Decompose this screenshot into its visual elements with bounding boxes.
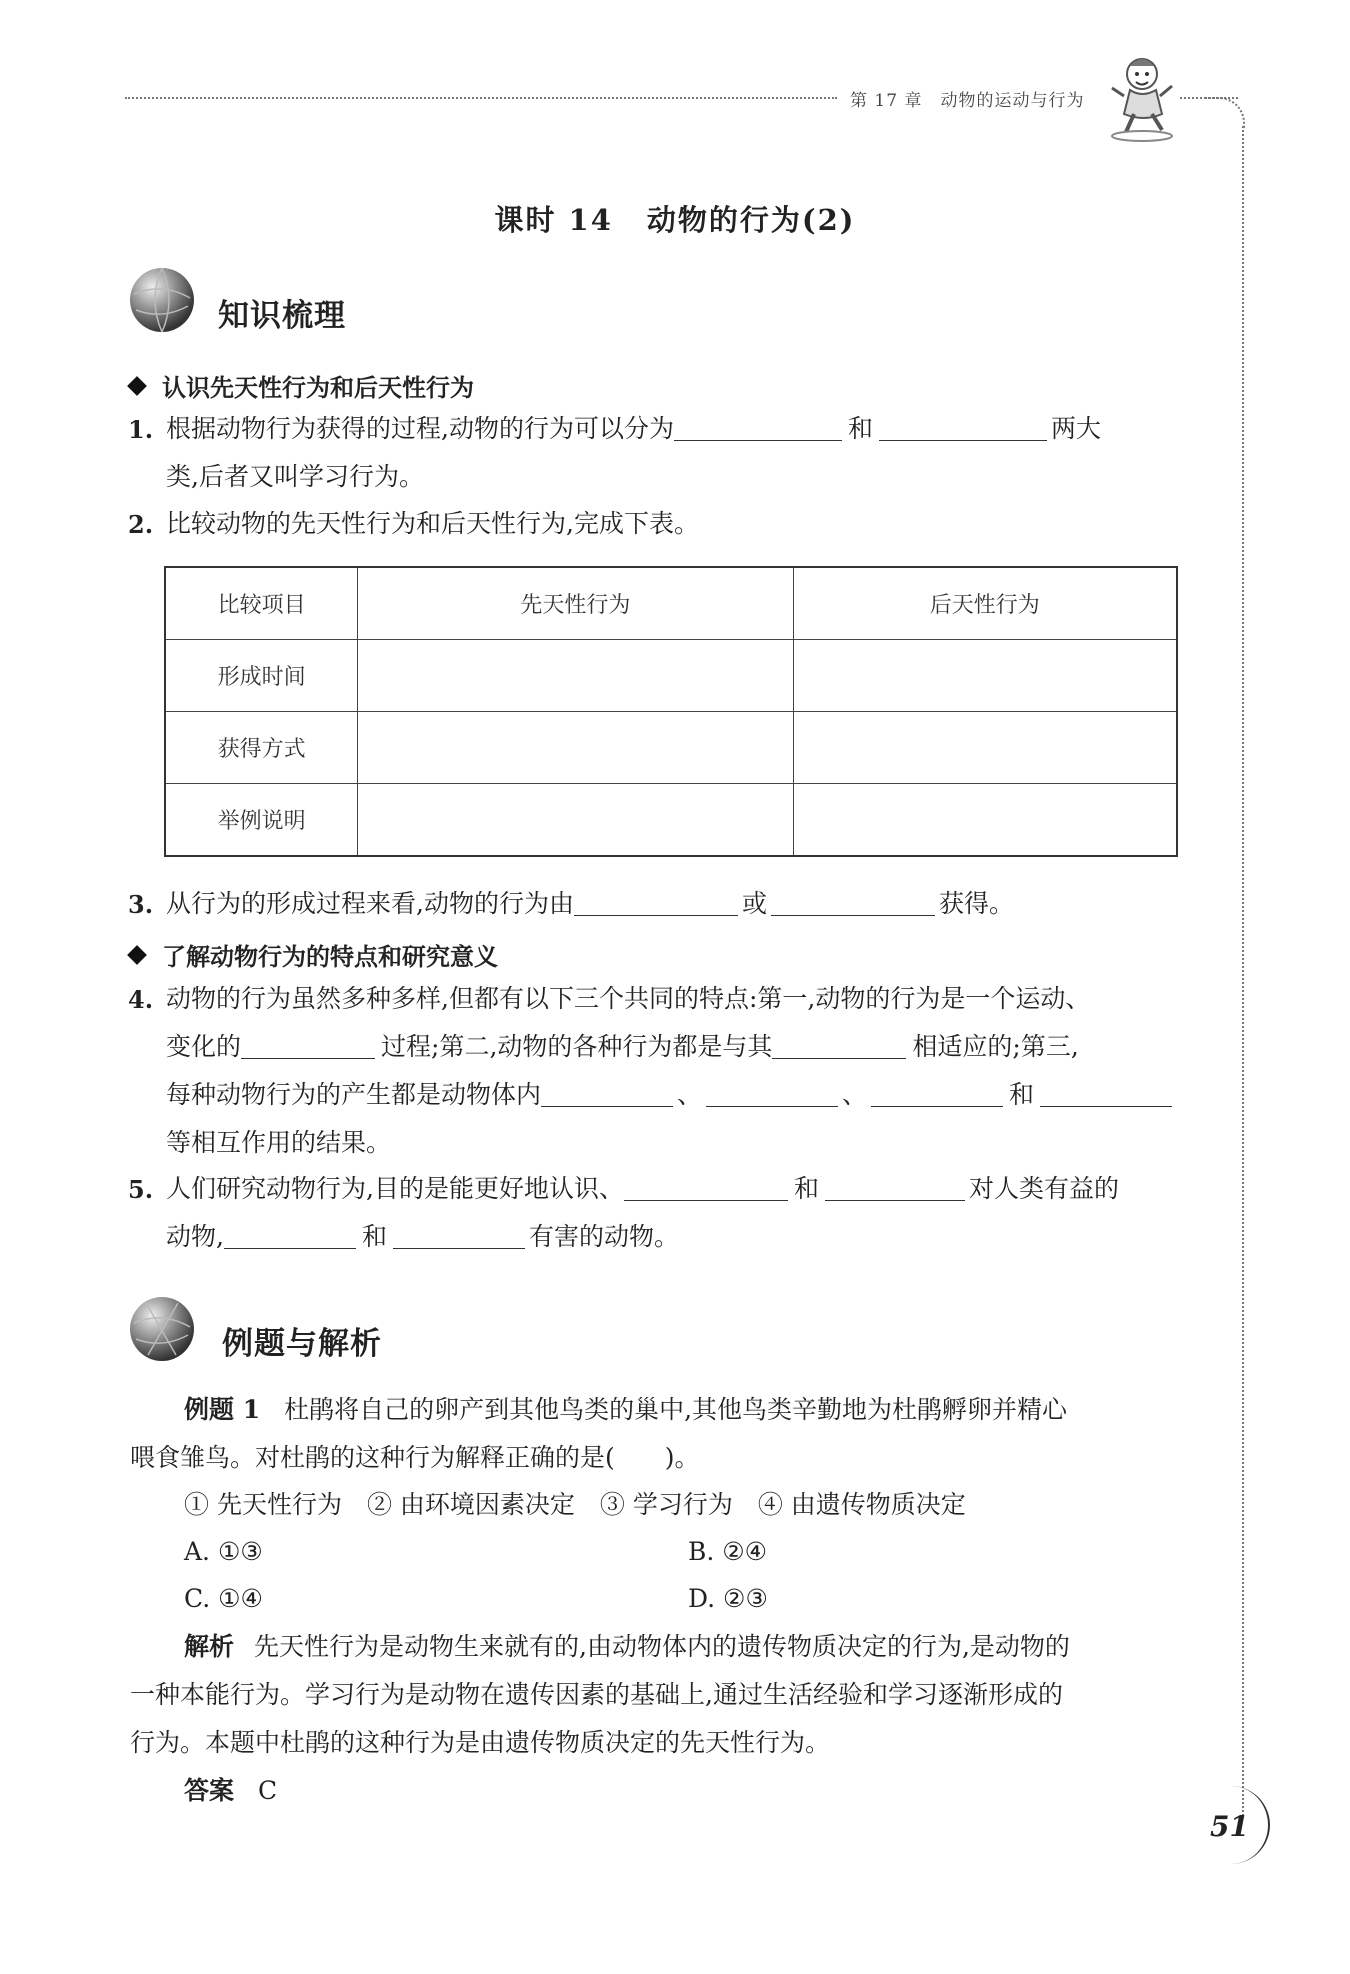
question-number: 1.	[128, 415, 154, 444]
comparison-table	[164, 566, 1178, 857]
table-header-row	[165, 567, 1177, 640]
lesson-title	[0, 198, 1350, 239]
analysis-text: 先天性行为是动物生来就有的,由动物体内的遗传物质决定的行为,是动物的	[254, 1632, 1070, 1661]
example-line2: 喂食雏鸟。对杜鹃的这种行为解释正确的是( )。	[130, 1443, 700, 1472]
q2-text: 比较动物的先天性行为和后天性行为,完成下表。	[166, 509, 699, 538]
q4-sep: 、	[842, 1080, 868, 1109]
answer-blank[interactable]	[574, 889, 738, 916]
q4-line1: 动物的行为虽然多种多样,但都有以下三个共同的特点:第一,动物的行为是一个运动、	[166, 984, 1091, 1013]
chapter-number: 第 17 章	[850, 91, 923, 111]
row-label: 获得方式	[165, 712, 358, 784]
answer-cell[interactable]	[358, 784, 793, 857]
q1-and: 和	[847, 414, 873, 443]
q5-part: 人们研究动物行为,目的是能更好地认识、	[166, 1174, 624, 1203]
margin-dotted-rule	[1242, 126, 1244, 1816]
table-header-cell: 比较项目	[165, 567, 358, 640]
question-number: 5.	[128, 1175, 154, 1204]
analysis-label: 解析	[184, 1632, 235, 1661]
question-number: 2.	[128, 510, 154, 539]
mascot-icon	[1108, 52, 1178, 142]
globe-icon	[126, 264, 198, 336]
answer-blank[interactable]	[674, 414, 842, 441]
option-c: C. ①④	[184, 1584, 263, 1613]
answer-cell[interactable]	[793, 784, 1177, 857]
page-number: 51	[1210, 1810, 1249, 1843]
q4-and: 和	[1009, 1080, 1035, 1109]
q5-and: 和	[793, 1174, 819, 1203]
q5-line1	[166, 1172, 1178, 1206]
question-number: 4.	[128, 985, 154, 1014]
option-d: D. ②③	[688, 1584, 768, 1613]
example-label: 例题 1	[184, 1395, 261, 1424]
subsection-label: 认识先天性行为和后天性行为	[162, 373, 474, 402]
answer-cell[interactable]	[793, 712, 1177, 784]
lesson-name: 动物的行为(2)	[646, 203, 856, 237]
option-a: A. ①③	[184, 1537, 263, 1566]
section-title-examples: 例题与解析	[222, 1326, 382, 1362]
analysis-line1	[184, 1630, 1070, 1664]
answer-blank[interactable]	[771, 889, 935, 916]
question-number: 3.	[128, 890, 154, 919]
q4-line2	[166, 1030, 1178, 1064]
section-title-knowledge: 知识梳理	[218, 298, 346, 334]
q3-end: 获得。	[938, 889, 1014, 918]
answer-line	[184, 1774, 277, 1808]
q1-line1	[166, 412, 1178, 446]
answer-value: C	[258, 1776, 278, 1805]
q4-part: 每种动物行为的产生都是动物体内	[166, 1080, 542, 1109]
running-header	[850, 86, 1102, 111]
q3-or: 或	[741, 889, 767, 918]
q4-part: 过程;第二,动物的各种行为都是与其	[381, 1032, 773, 1061]
q4-line3	[166, 1078, 1178, 1112]
globe-icon	[126, 1293, 198, 1365]
subsection-label: 了解动物行为的特点和研究意义	[162, 942, 498, 971]
diamond-bullet-icon	[127, 945, 147, 965]
chapter-title: 动物的运动与行为	[940, 91, 1085, 111]
q4-line4: 等相互作用的结果。	[166, 1128, 392, 1157]
answer-blank[interactable]	[772, 1032, 906, 1059]
answer-blank[interactable]	[871, 1080, 1003, 1107]
example-statements: ① 先天性行为 ② 由环境因素决定 ③ 学习行为 ④ 由遗传物质决定	[184, 1490, 966, 1519]
answer-blank[interactable]	[1040, 1080, 1172, 1107]
table-row	[165, 640, 1177, 712]
answer-blank[interactable]	[879, 414, 1047, 441]
q5-part: 动物,	[166, 1222, 224, 1251]
q1-line2: 类,后者又叫学习行为。	[166, 462, 424, 491]
lesson-number: 课时 14	[494, 203, 613, 237]
example-line1	[184, 1393, 1067, 1427]
q5-line2	[166, 1220, 1178, 1254]
header-dotted-rule	[125, 97, 837, 99]
q1-end: 两大	[1050, 414, 1101, 443]
analysis-line2: 一种本能行为。学习行为是动物在遗传因素的基础上,通过生活经验和学习逐渐形成的	[130, 1680, 1063, 1709]
answer-blank[interactable]	[706, 1080, 838, 1107]
q5-part: 有害的动物。	[528, 1222, 679, 1251]
q4-part: 相适应的;第三,	[912, 1032, 1079, 1061]
q4-part: 变化的	[166, 1032, 242, 1061]
q3-part: 从行为的形成过程来看,动物的行为由	[166, 889, 574, 918]
answer-label: 答案	[184, 1776, 235, 1805]
example-text: 杜鹃将自己的卵产到其他鸟类的巢中,其他鸟类辛勤地为杜鹃孵卵并精心	[284, 1395, 1068, 1424]
answer-blank[interactable]	[825, 1174, 965, 1201]
answer-cell[interactable]	[358, 712, 793, 784]
answer-cell[interactable]	[358, 640, 793, 712]
subsection-heading-1	[130, 368, 474, 403]
q5-part: 对人类有益的	[968, 1174, 1119, 1203]
diamond-bullet-icon	[127, 376, 147, 396]
table-header-cell: 后天性行为	[793, 567, 1177, 640]
q5-and: 和	[361, 1222, 387, 1251]
answer-blank[interactable]	[224, 1222, 356, 1249]
table-row	[165, 712, 1177, 784]
table-header-cell: 先天性行为	[358, 567, 793, 640]
row-label: 举例说明	[165, 784, 358, 857]
answer-blank[interactable]	[541, 1080, 673, 1107]
answer-blank[interactable]	[393, 1222, 525, 1249]
table-row	[165, 784, 1177, 857]
q4-sep: 、	[677, 1080, 703, 1109]
q3-text	[166, 887, 1178, 921]
row-label: 形成时间	[165, 640, 358, 712]
answer-blank[interactable]	[624, 1174, 788, 1201]
answer-cell[interactable]	[793, 640, 1177, 712]
answer-blank[interactable]	[241, 1032, 375, 1059]
subsection-heading-2	[130, 937, 498, 972]
header-dotted-corner	[1205, 97, 1245, 129]
q1-text: 根据动物行为获得的过程,动物的行为可以分为	[166, 414, 674, 443]
analysis-line3: 行为。本题中杜鹃的这种行为是由遗传物质决定的先天性行为。	[130, 1728, 831, 1757]
option-b: B. ②④	[688, 1537, 768, 1566]
